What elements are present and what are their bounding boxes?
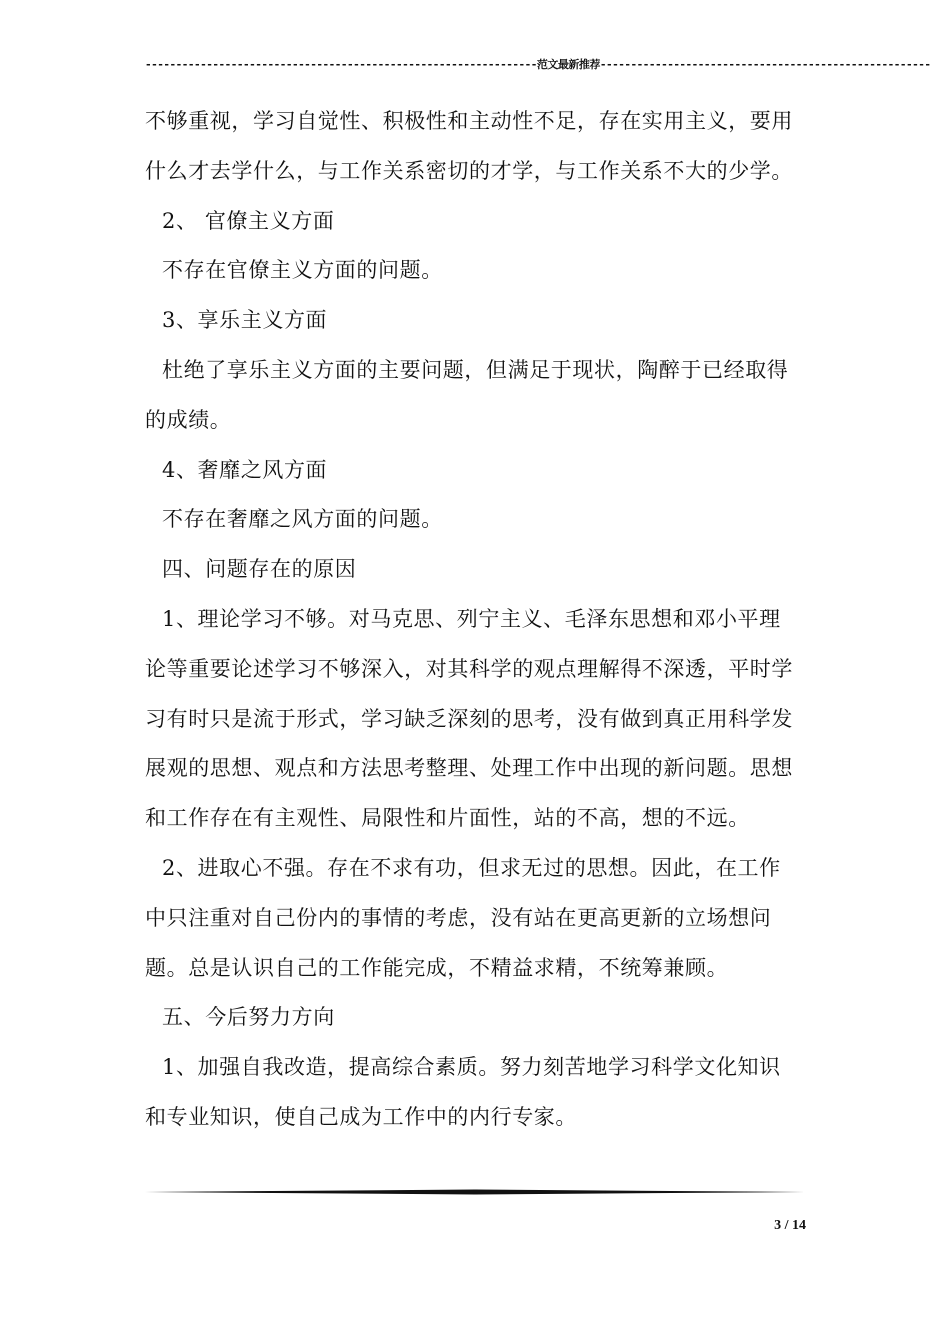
section-heading: 4、奢靡之风方面 <box>162 457 328 482</box>
paragraph-line: 论等重要论述学习不够深入，对其科学的观点理解得不深透，平时学 <box>145 656 793 681</box>
paragraph-line: 什么才去学什么，与工作关系密切的才学，与工作关系不大的少学。 <box>145 158 793 183</box>
paragraph-line: 习有时只是流于形式，学习缺乏深刻的思考，没有做到真正用科学发 <box>145 706 793 731</box>
paragraph-line: 杜绝了享乐主义方面的主要问题，但满足于现状，陶醉于已经取得 <box>162 357 789 382</box>
section-heading: 五、今后努力方向 <box>162 1005 335 1030</box>
document-body <box>145 97 815 1143</box>
paragraph-line: 展观的思想、观点和方法思考整理、处理工作中出现的新问题。思想 <box>145 756 793 781</box>
paragraph-line: 和专业知识，使自己成为工作中的内行专家。 <box>145 1104 577 1129</box>
section-heading: 四、问题存在的原因 <box>162 557 357 582</box>
paragraph-line: 2、进取心不强。存在不求有功，但求无过的思想。因此，在工作 <box>162 855 781 880</box>
paragraph-line: 中只注重对自己份内的事情的考虑，没有站在更高更新的立场想问 <box>145 905 772 930</box>
paragraph-line: 1、加强自我改造，提高综合素质。努力刻苦地学习科学文化知识 <box>162 1055 781 1080</box>
section-heading: 3、享乐主义方面 <box>162 308 328 333</box>
paragraph-line: 题。总是认识自己的工作能完成，不精益求精，不统筹兼顾。 <box>145 955 729 980</box>
page-header: ----------------------------------------------------------------范文最新推荐------------------------------------------------------ <box>145 58 931 71</box>
paragraph-line: 和工作存在有主观性、局限性和片面性，站的不高，想的不远。 <box>145 806 750 831</box>
section-heading: 2、 官僚主义方面 <box>162 208 335 233</box>
paragraph-line: 不够重视，学习自觉性、积极性和主动性不足，存在实用主义，要用 <box>145 109 793 133</box>
paragraph-line: 1、理论学习不够。对马克思、列宁主义、毛泽东思想和邓小平理 <box>162 606 781 631</box>
paragraph-line: 不存在奢靡之风方面的问题。 <box>162 507 443 532</box>
paragraph-line: 的成绩。 <box>145 407 232 432</box>
paragraph-line: 不存在官僚主义方面的问题。 <box>162 258 443 283</box>
footer-rule <box>145 1189 805 1195</box>
page-number: 3 / 14 <box>774 1218 806 1233</box>
